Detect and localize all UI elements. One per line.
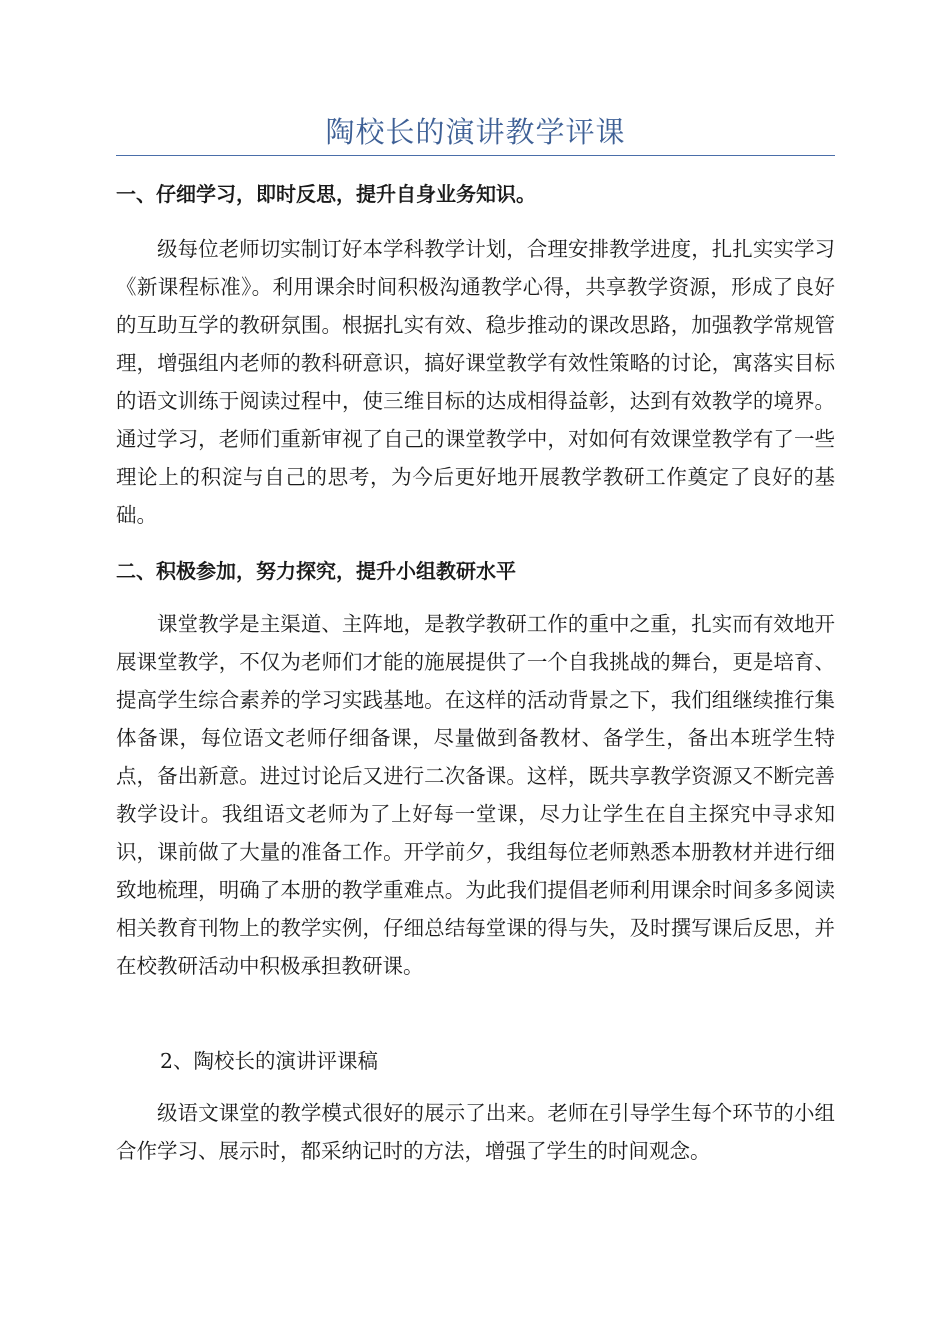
section-2-paragraph: 课堂教学是主渠道、主阵地，是教学教研工作的重中之重，扎实而有效地开展课堂教学，不仅为老师们才能的施展提供了一个自我挑战的舞台，更是培育、提高学生综合素养的学习实践基地。在这样的活动背景之下，我们组继续推行集体备课，每位语文老师仔细备课，尽量做到备教材、备学生，备出本班学生特点，备出新意。进过讨论后又进行二次备课。这样，既共享教学资源又不断完善教学设计。我组语文老师为了上好每一堂课，尽力让学生在自主探究中寻求知识，课前做了大量的准备工作。开学前夕，我组每位老师熟悉本册教材并进行细致地梳理，明确了本册的教学重难点。为此我们提倡老师利用课余时间多多阅读相关教育刊物上的教学实例，仔细总结每堂课的得与失，及时撰写课后反思，并在校教研活动中积极承担教研课。 bbox=[116, 612, 835, 978]
subtitle-line: 2、陶校长的演讲评课稿 bbox=[160, 1049, 379, 1073]
section-1-paragraph: 级每位老师切实制订好本学科教学计划，合理安排教学进度，扎扎实实学习《新课程标准》。利用课余时间积极沟通教学心得，共享教学资源，形成了良好的互助互学的教研氛围。根据扎实有效、稳步推动的课改思路，加强教学常规管理，增强组内老师的教科研意识，搞好课堂教学有效性策略的讨论，寓落实目标的语文训练于阅读过程中，使三维目标的达成相得益彰，达到有效教学的境界。通过学习，老师们重新审视了自己的课堂教学中，对如何有效课堂教学有了一些理论上的积淀与自己的思考，为今后更好地开展教学教研工作奠定了良好的基础。 bbox=[116, 237, 835, 527]
section-1-heading: 一、仔细学习，即时反思，提升自身业务知识。 bbox=[116, 182, 536, 206]
section-2-heading: 二、积极参加，努力探究，提升小组教研水平 bbox=[116, 559, 516, 583]
document-title: 陶校长的演讲教学评课 bbox=[325, 115, 626, 149]
closing-paragraph: 级语文课堂的教学模式很好的展示了出来。老师在引导学生每个环节的小组合作学习、展示时，都采纳记时的方法，增强了学生的时间观念。 bbox=[116, 1101, 835, 1163]
title-underline bbox=[116, 155, 835, 156]
